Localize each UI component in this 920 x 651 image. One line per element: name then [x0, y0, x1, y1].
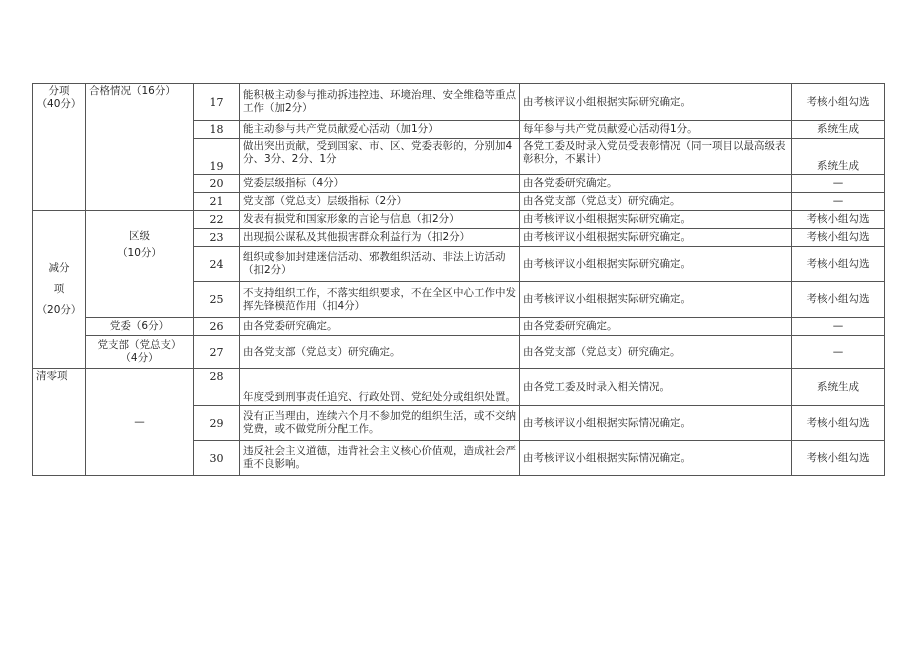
- row-number: 20: [194, 175, 240, 193]
- table-row: [33, 318, 885, 336]
- row-method: 由各党委研究确定。: [520, 175, 792, 193]
- row-source: —: [792, 175, 885, 193]
- party-branch-label-line: （4分）: [120, 352, 159, 364]
- row-source: —: [792, 318, 885, 336]
- row-item: 做出突出贡献，受到国家、市、区、党委表彰的，分别加4分、3分、2分、1分: [240, 139, 520, 175]
- party-branch-label-line: 党支部（党总支）: [97, 339, 182, 351]
- row-number: 25: [194, 282, 240, 318]
- row-source: 考核小组勾选: [792, 84, 885, 121]
- qualified-cell-empty: [86, 193, 194, 211]
- row-item: 能主动参与共产党员献爱心活动（加1分）: [240, 121, 520, 139]
- row-source: 系统生成: [792, 139, 885, 175]
- party-committee-label: 党委（6分）: [86, 318, 194, 336]
- row-source: —: [792, 193, 885, 211]
- row-number: 17: [194, 84, 240, 121]
- row-method: 由各党支部（党总支）研究确定。: [520, 336, 792, 369]
- qualified-cell-empty: [86, 175, 194, 193]
- section-label-line: （20分）: [36, 304, 82, 316]
- row-method: 由考核评议小组根据实际研究确定。: [520, 247, 792, 282]
- clear-dash: —: [86, 369, 194, 476]
- row-source: 考核小组勾选: [792, 282, 885, 318]
- section-label-line: 分项: [48, 85, 70, 97]
- table-row: [33, 84, 885, 121]
- scoring-table: [32, 83, 885, 476]
- row-method: 每年参与共产党员献爱心活动得1分。: [520, 121, 792, 139]
- row-number: 28: [194, 369, 240, 406]
- row-item: 发表有损党和国家形象的言论与信息（扣2分）: [240, 211, 520, 229]
- row-number: 23: [194, 229, 240, 247]
- row-source: 系统生成: [792, 369, 885, 406]
- row-item: 年度受到刑事责任追究、行政处罚、党纪处分或组织处置。: [240, 369, 520, 406]
- district-label: [86, 211, 194, 318]
- row-source: —: [792, 336, 885, 369]
- row-number: 27: [194, 336, 240, 369]
- row-method: 由各党支部（党总支）研究确定。: [520, 193, 792, 211]
- table-row: [33, 139, 885, 175]
- table-row: [33, 369, 885, 406]
- qualified-cell-empty: [86, 121, 194, 139]
- row-number: 18: [194, 121, 240, 139]
- party-branch-label: [86, 336, 194, 369]
- row-number: 26: [194, 318, 240, 336]
- row-source: 考核小组勾选: [792, 441, 885, 476]
- row-method: 由各党委研究确定。: [520, 318, 792, 336]
- deduct-section-label: [33, 211, 86, 369]
- row-item: 党委层级指标（4分）: [240, 175, 520, 193]
- row-method: 由各党工委及时录入相关情况。: [520, 369, 792, 406]
- row-method: 由考核评议小组根据实际研究确定。: [520, 211, 792, 229]
- table-row: [33, 211, 885, 229]
- section-label-line: （40分）: [36, 98, 82, 110]
- row-item: 没有正当理由，连续六个月不参加党的组织生活，或不交纳党费，或不做党所分配工作。: [240, 406, 520, 441]
- row-number: 29: [194, 406, 240, 441]
- row-method: 由考核评议小组根据实际研究确定。: [520, 229, 792, 247]
- row-item: 能积极主动参与推动拆违控违、环境治理、安全维稳等重点工作（加2分）: [240, 84, 520, 121]
- section-label-line: 项: [53, 283, 65, 295]
- table-row: [33, 175, 885, 193]
- table-row: [33, 193, 885, 211]
- row-method: 由考核评议小组根据实际情况确定。: [520, 406, 792, 441]
- row-source: 考核小组勾选: [792, 211, 885, 229]
- row-number: 19: [194, 139, 240, 175]
- row-method: 由考核评议小组根据实际研究确定。: [520, 282, 792, 318]
- row-number: 30: [194, 441, 240, 476]
- table-row: [33, 121, 885, 139]
- clear-section-label: 清零项: [33, 369, 86, 476]
- row-source: 系统生成: [792, 121, 885, 139]
- row-item: 党支部（党总支）层级指标（2分）: [240, 193, 520, 211]
- row-source: 考核小组勾选: [792, 406, 885, 441]
- row-item: 不支持组织工作，不落实组织要求，不在全区中心工作中发挥先锋模范作用（扣4分）: [240, 282, 520, 318]
- qualified-label: 合格情况（16分）: [86, 84, 194, 121]
- district-label-line: 区级: [129, 230, 150, 242]
- row-item: 由各党支部（党总支）研究确定。: [240, 336, 520, 369]
- row-method: 由考核评议小组根据实际研究确定。: [520, 84, 792, 121]
- row-source: 考核小组勾选: [792, 247, 885, 282]
- row-method: 各党工委及时录入党员受表彰情况（同一项目以最高级表彰积分，不累计）: [520, 139, 792, 175]
- row-number: 21: [194, 193, 240, 211]
- row-source: 考核小组勾选: [792, 229, 885, 247]
- row-method: 由考核评议小组根据实际情况确定。: [520, 441, 792, 476]
- district-label-line: （10分）: [117, 247, 162, 259]
- row-number: 24: [194, 247, 240, 282]
- row-number: 22: [194, 211, 240, 229]
- add-section-label: [33, 84, 86, 211]
- row-item: 由各党委研究确定。: [240, 318, 520, 336]
- row-item: 违反社会主义道德，违背社会主义核心价值观，造成社会严重不良影响。: [240, 441, 520, 476]
- qualified-cell-empty: [86, 139, 194, 175]
- section-label-line: 减分: [48, 262, 70, 274]
- table-row: [33, 336, 885, 369]
- row-item: 组织或参加封建迷信活动、邪教组织活动、非法上访活动（扣2分）: [240, 247, 520, 282]
- row-item: 出现损公谋私及其他损害群众利益行为（扣2分）: [240, 229, 520, 247]
